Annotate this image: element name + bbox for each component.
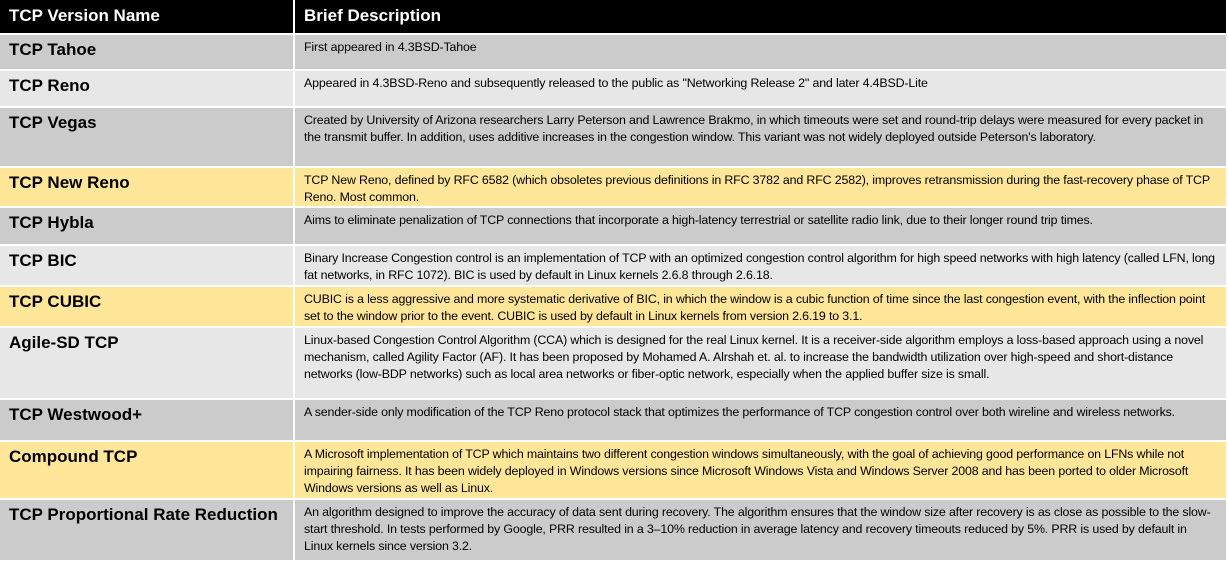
table-row <box>0 287 1226 326</box>
version-description: A sender-side only modification of the TCP Reno protocol stack that optimizes the performance of TCP congestion control over both wireline and wireless networks. <box>295 400 1226 440</box>
version-description: Linux-based Congestion Control Algorithm (CCA) which is designed for the real Linux kernel. It is a receiver-side algorithm employs a loss-based approach using a novel mechanism, called Agility Factor (AF). It has been proposed by Mohamed A. Alrshah et. al. to increase the bandwidth utilization over high-speed and short-distance networks (low-BDP networks) such as local area networks or fiber-optic network, especially when the applied buffer size is small. <box>295 328 1226 398</box>
version-name: TCP Tahoe <box>0 35 293 69</box>
version-name: TCP Hybla <box>0 208 293 244</box>
version-name: TCP Vegas <box>0 108 293 166</box>
header-version-name: TCP Version Name <box>0 0 293 33</box>
version-name: TCP CUBIC <box>0 287 293 326</box>
table-row <box>0 400 1226 440</box>
version-description: Appeared in 4.3BSD-Reno and subsequently released to the public as "Networking Release 2" and later 4.4BSD-Lite <box>295 71 1226 106</box>
version-name: Agile-SD TCP <box>0 328 293 398</box>
version-name: TCP Westwood+ <box>0 400 293 440</box>
version-description: An algorithm designed to improve the accuracy of data sent during recovery. The algorithm ensures that the window size after recovery is as close as possible to the slow-start threshold. In tests performed by Google, PRR resulted in a 3–10% reduction in average latency and recovery timeouts reduced by 5%. PRR is used by default in Linux kernels since version 3.2. <box>295 500 1226 560</box>
table-row <box>0 168 1226 206</box>
table-row <box>0 328 1226 398</box>
version-name: TCP New Reno <box>0 168 293 206</box>
table-row <box>0 246 1226 285</box>
version-description: Aims to eliminate penalization of TCP connections that incorporate a high-latency terrestrial or satellite radio link, due to their longer round trip times. <box>295 208 1226 244</box>
version-name: Compound TCP <box>0 442 293 498</box>
header-brief-description: Brief Description <box>295 0 1226 33</box>
table-row <box>0 208 1226 244</box>
table-row <box>0 71 1226 106</box>
version-description: First appeared in 4.3BSD-Tahoe <box>295 35 1226 69</box>
table-row <box>0 35 1226 69</box>
version-description: CUBIC is a less aggressive and more systematic derivative of BIC, in which the window is a cubic function of time since the last congestion event, with the inflection point set to the window prior to the event. CUBIC is used by default in Linux kernels from version 2.6.19 to 3.1. <box>295 287 1226 326</box>
table-row <box>0 442 1226 498</box>
version-description: TCP New Reno, defined by RFC 6582 (which obsoletes previous definitions in RFC 3782 and RFC 2582), improves retransmission during the fast-recovery phase of TCP Reno. Most common. <box>295 168 1226 206</box>
version-description: Created by University of Arizona researchers Larry Peterson and Lawrence Brakmo, in which timeouts were set and round-trip delays were measured for every packet in the transmit buffer. In addition, uses additive increases in the congestion window. This variant was not widely deployed outside Peterson's laboratory. <box>295 108 1226 166</box>
version-description: A Microsoft implementation of TCP which maintains two different congestion windows simultaneously, with the goal of achieving good performance on LFNs while not impairing fairness. It has been widely deployed in Windows versions since Microsoft Windows Vista and Windows Server 2008 and has been ported to older Microsoft Windows versions as well as Linux. <box>295 442 1226 498</box>
version-description: Binary Increase Congestion control is an implementation of TCP with an optimized congestion control algorithm for high speed networks with high latency (called LFN, long fat networks, in RFC 1072). BIC is used by default in Linux kernels 2.6.8 through 2.6.18. <box>295 246 1226 285</box>
header-row <box>0 0 1226 33</box>
version-name: TCP Reno <box>0 71 293 106</box>
version-name: TCP BIC <box>0 246 293 285</box>
table-row <box>0 108 1226 166</box>
version-name: TCP Proportional Rate Reduction <box>0 500 293 560</box>
table-row <box>0 500 1226 560</box>
